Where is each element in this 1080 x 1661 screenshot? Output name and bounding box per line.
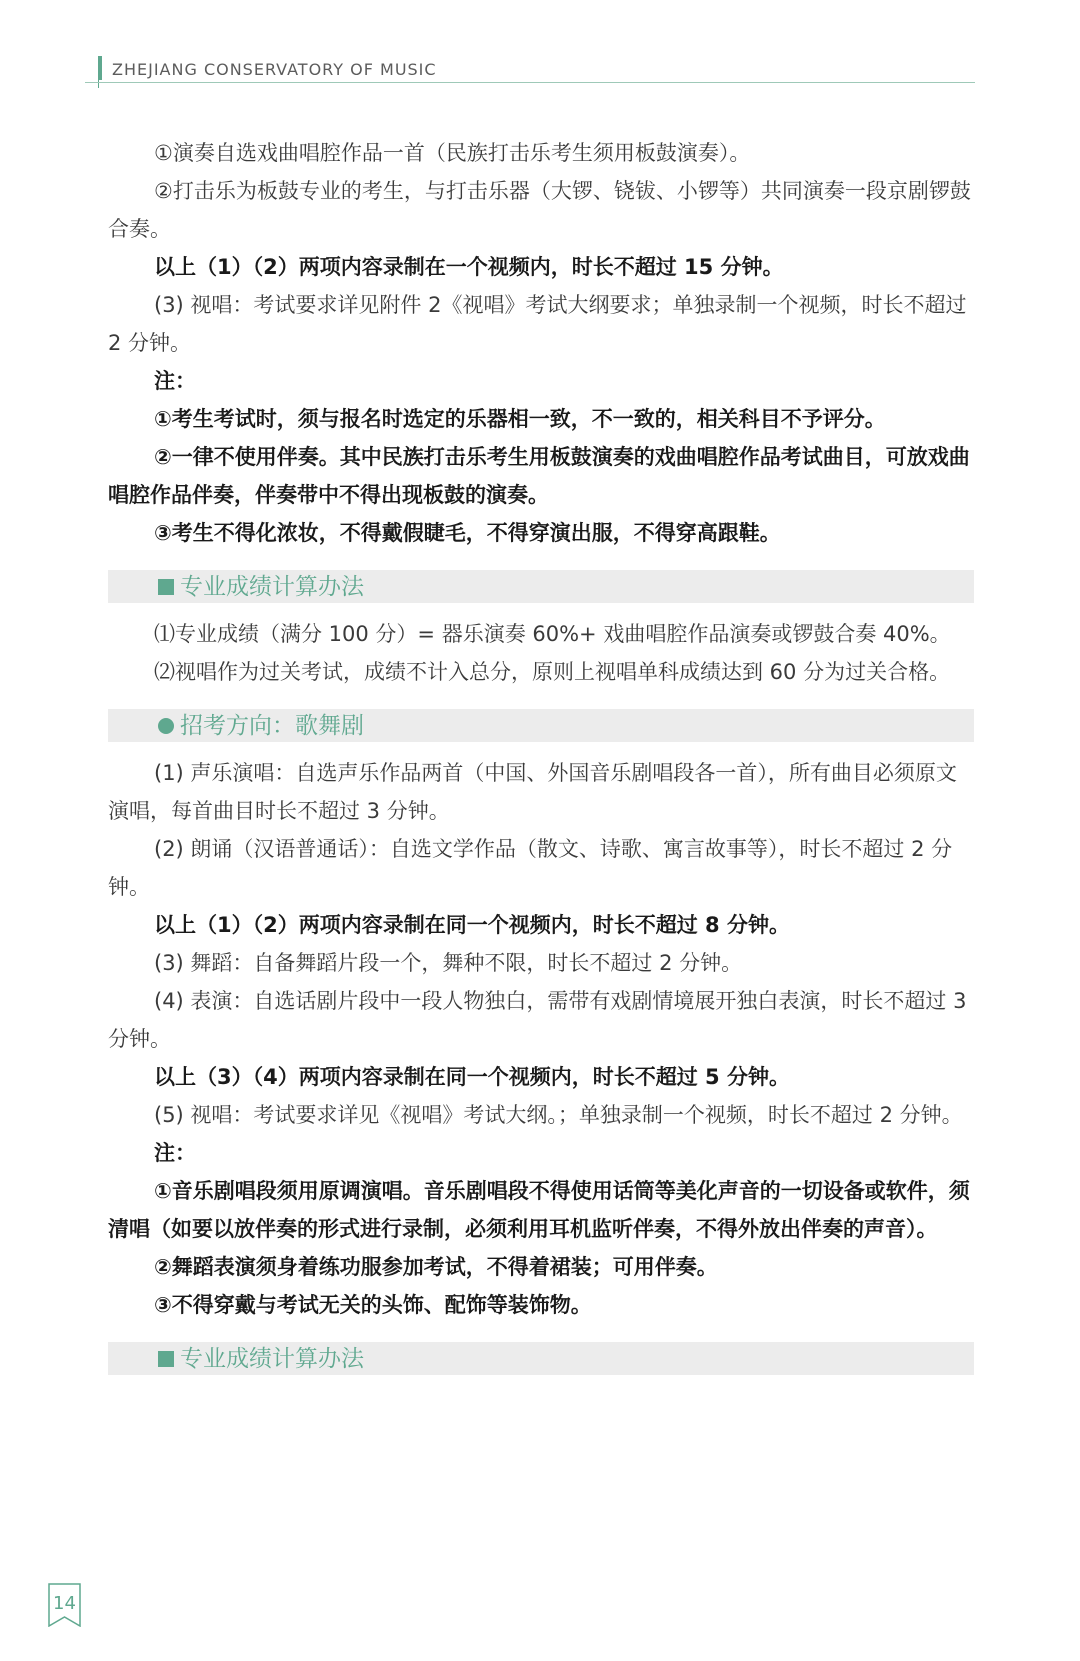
paragraph-group-score-calculation bbox=[108, 615, 974, 691]
paragraph: (2) 朗诵（汉语普通话）：自选文学作品（散文、诗歌、寓言故事等），时长不超过 2 分钟。 bbox=[108, 837, 953, 899]
section-heading-score-calculation-2 bbox=[108, 1342, 974, 1375]
paragraph: ③不得穿戴与考试无关的头饰、配饰等装饰物。 bbox=[154, 1293, 592, 1317]
circle-bullet-icon bbox=[158, 718, 174, 734]
section-heading-score-calculation-1 bbox=[108, 570, 974, 603]
paragraph: (1) 声乐演唱：自选声乐作品两首（中国、外国音乐剧唱段各一首），所有曲目必须原文演唱，每首曲目时长不超过 3 分钟。 bbox=[108, 761, 957, 823]
paragraph: 以上（1）（2）两项内容录制在一个视频内，时长不超过 15 分钟。 bbox=[154, 255, 784, 279]
paragraph: ②一律不使用伴奏。其中民族打击乐考生用板鼓演奏的戏曲唱腔作品考试曲目，可放戏曲唱腔作品伴奏，伴奏带中不得出现板鼓的演奏。 bbox=[108, 445, 970, 507]
section-title: 专业成绩计算办法 bbox=[180, 1346, 364, 1372]
paragraph: ①考生考试时，须与报名时选定的乐器相一致，不一致的，相关科目不予评分。 bbox=[154, 407, 886, 431]
paragraph: ⑴专业成绩（满分 100 分）= 器乐演奏 60%+ 戏曲唱腔作品演奏或锣鼓合奏 40%。 bbox=[154, 622, 951, 646]
paragraph: (4) 表演：自选话剧片段中一段人物独白，需带有戏剧情境展开独白表演，时长不超过 3 分钟。 bbox=[108, 989, 967, 1051]
square-bullet-icon bbox=[158, 579, 174, 595]
paragraph: ②舞蹈表演须身着练功服参加考试，不得着裙装；可用伴奏。 bbox=[154, 1255, 718, 1279]
paragraph: ③考生不得化浓妆，不得戴假睫毛，不得穿演出服，不得穿高跟鞋。 bbox=[154, 521, 781, 545]
page-number-badge bbox=[48, 1583, 81, 1627]
page-header bbox=[85, 52, 975, 86]
paragraph: (3) 舞蹈：自备舞蹈片段一个，舞种不限，时长不超过 2 分钟。 bbox=[154, 951, 743, 975]
section-title: 专业成绩计算办法 bbox=[180, 574, 364, 600]
square-bullet-icon bbox=[158, 1351, 174, 1367]
paragraph: (3) 视唱：考试要求详见附件 2《视唱》考试大纲要求；单独录制一个视频，时长不超过 2 分钟。 bbox=[108, 293, 967, 355]
paragraph: ①音乐剧唱段须用原调演唱。音乐剧唱段不得使用话筒等美化声音的一切设备或软件，须清唱（如要以放伴奏的形式进行录制，必须利用耳机监听伴奏，不得外放出伴奏的声音）。 bbox=[108, 1179, 970, 1241]
paragraph-group-instruments bbox=[108, 134, 974, 552]
paragraph: 注： bbox=[154, 369, 196, 393]
document-body bbox=[108, 134, 974, 1387]
section-title: 招考方向：歌舞剧 bbox=[180, 713, 364, 739]
header-rule bbox=[85, 82, 975, 83]
paragraph: ①演奏自选戏曲唱腔作品一首（民族打击乐考生须用板鼓演奏）。 bbox=[154, 141, 751, 165]
header-accent-bar bbox=[98, 56, 102, 80]
page-number: 14 bbox=[53, 1593, 76, 1614]
paragraph: (5) 视唱：考试要求详见《视唱》考试大纲。；单独录制一个视频，时长不超过 2 分钟。 bbox=[154, 1103, 963, 1127]
header-title: ZHEJIANG CONSERVATORY OF MUSIC bbox=[112, 60, 437, 79]
paragraph-group-musical-theatre bbox=[108, 754, 974, 1324]
paragraph: 注： bbox=[154, 1141, 196, 1165]
paragraph: 以上（1）（2）两项内容录制在同一个视频内，时长不超过 8 分钟。 bbox=[154, 913, 790, 937]
paragraph: ②打击乐为板鼓专业的考生，与打击乐器（大锣、铙钹、小锣等）共同演奏一段京剧锣鼓合奏。 bbox=[108, 179, 971, 241]
paragraph: ⑵视唱作为过关考试，成绩不计入总分，原则上视唱单科成绩达到 60 分为过关合格。 bbox=[154, 660, 951, 684]
section-heading-musical-theatre bbox=[108, 709, 974, 742]
paragraph: 以上（3）（4）两项内容录制在同一个视频内，时长不超过 5 分钟。 bbox=[154, 1065, 790, 1089]
